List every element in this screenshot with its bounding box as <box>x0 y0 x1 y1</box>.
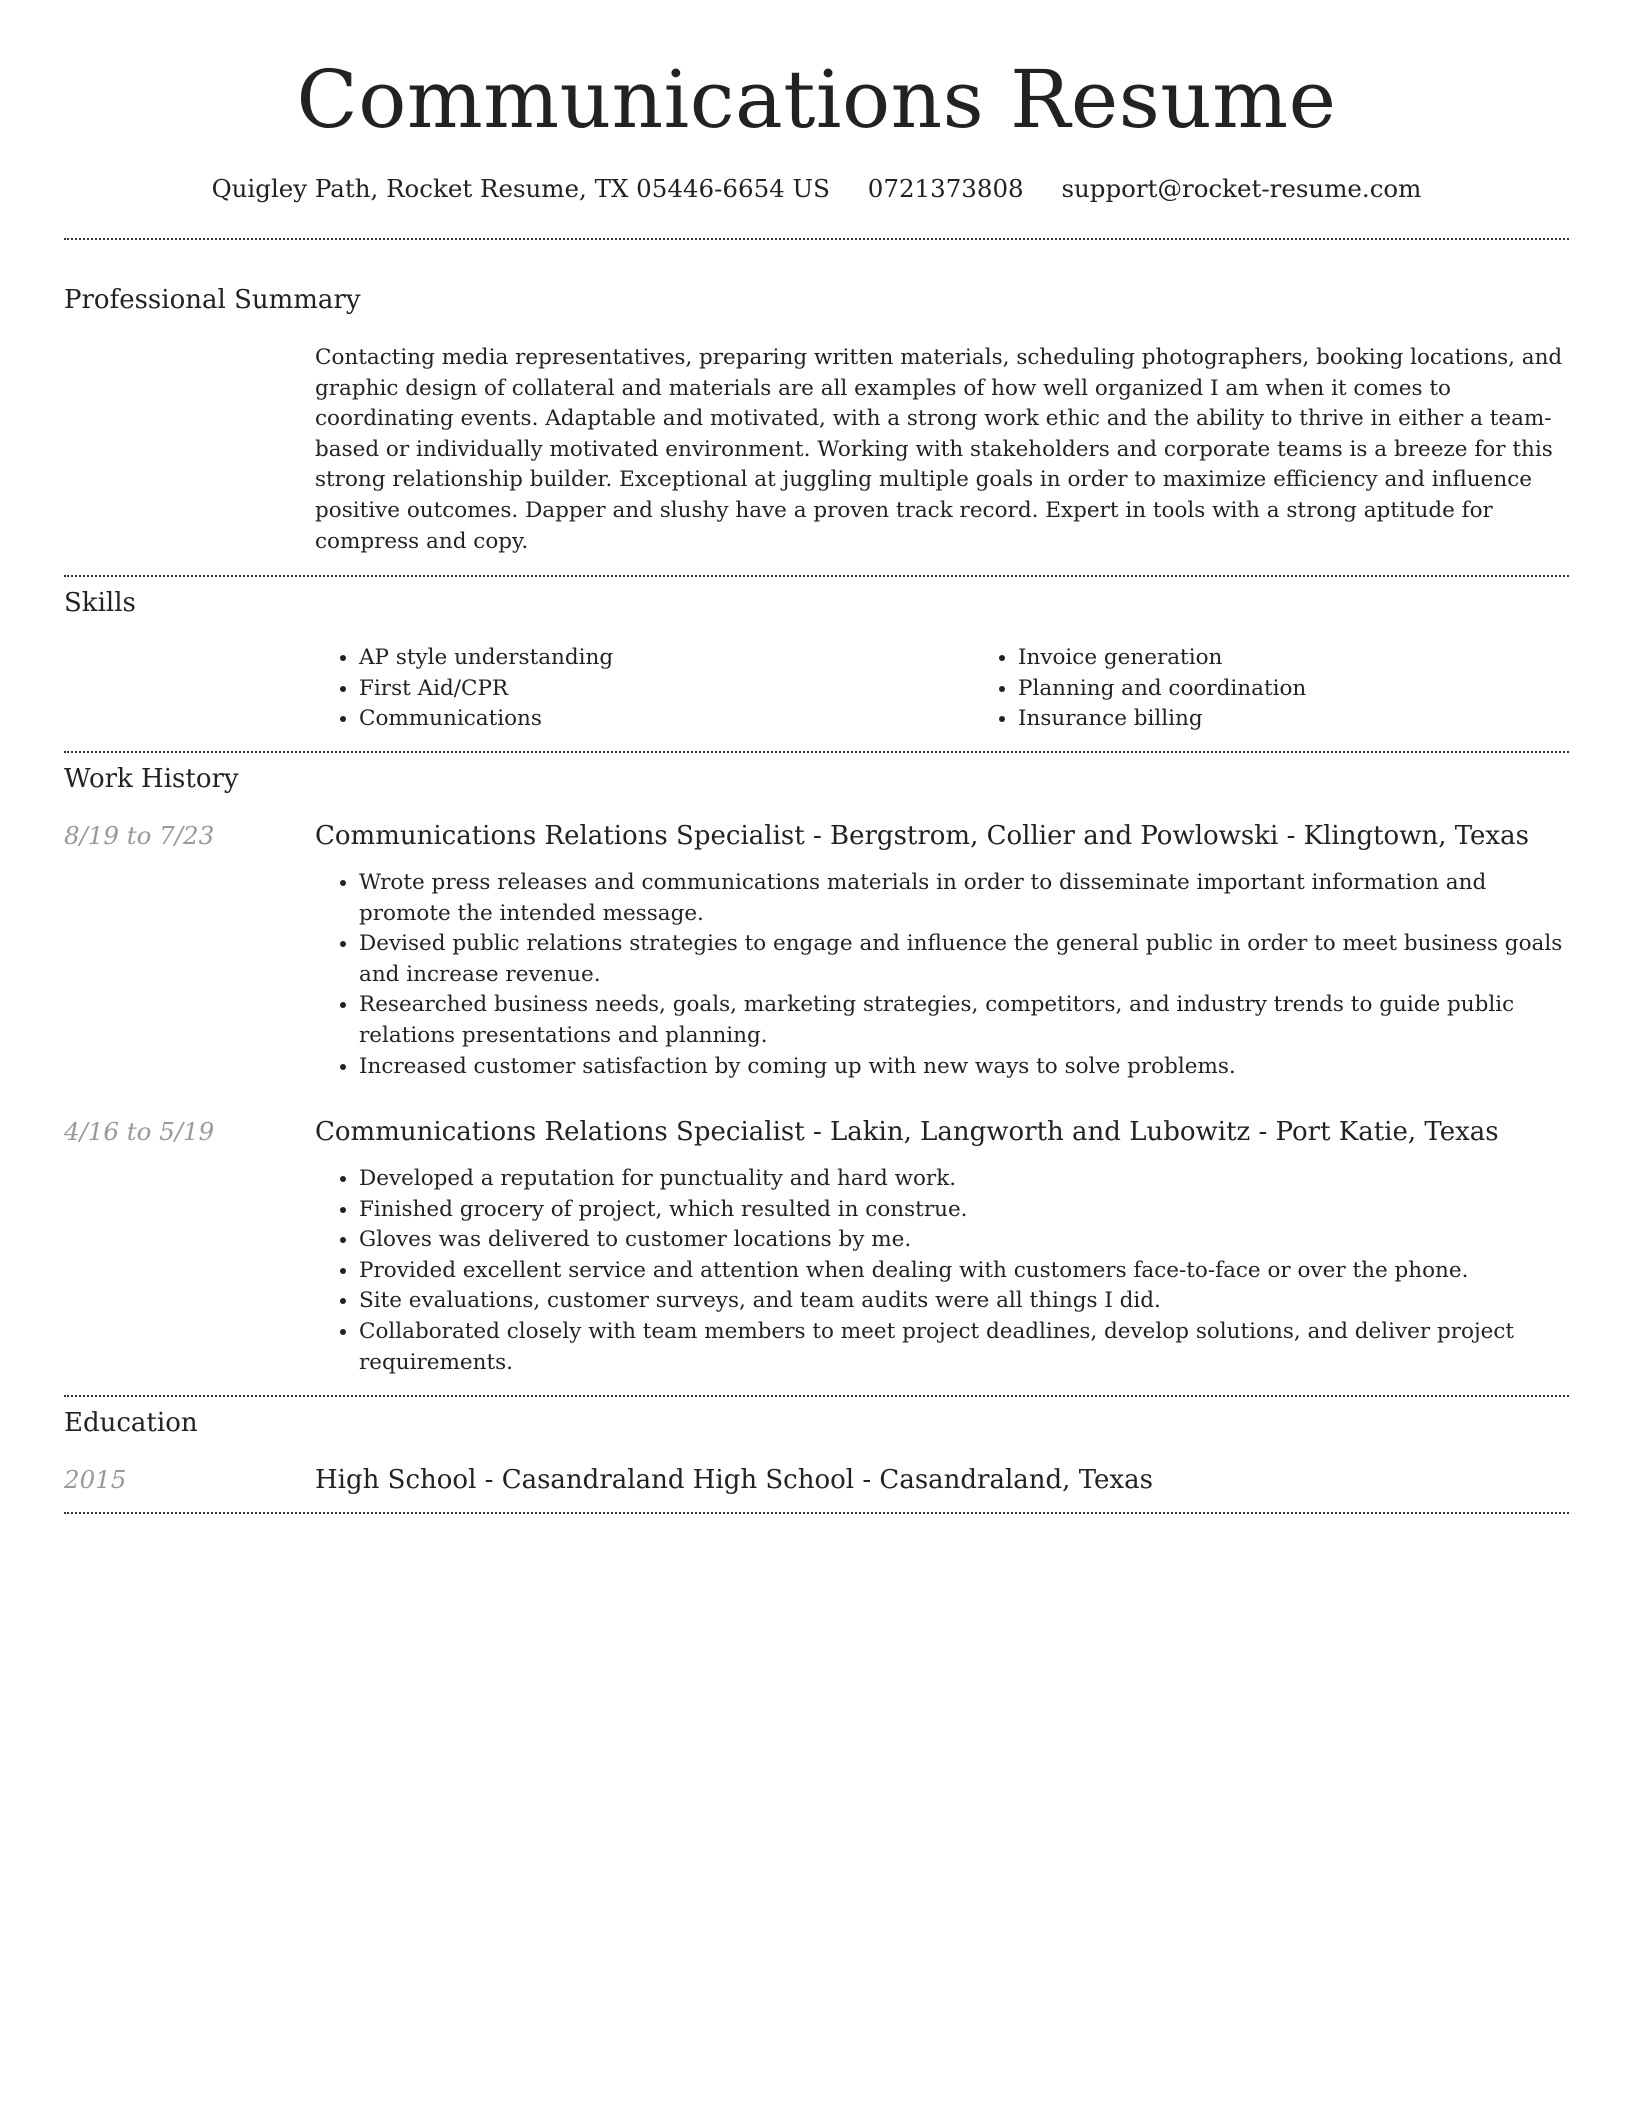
job-bullets <box>315 868 1569 1082</box>
job-bullet: • Site evaluations, customer surveys, and team audits were all things I did. <box>359 1286 1569 1317</box>
skill-item: • Invoice generation <box>1018 643 1632 674</box>
skill-item: • Communications <box>359 704 974 735</box>
contact-phone: 0721373808 <box>867 174 1024 203</box>
summary-section <box>64 240 1569 575</box>
job-bullet: • Devised public relations strategies to engage and influence the general public in order to meet business goals and increase revenue. <box>359 929 1569 990</box>
resume-title: Communications Resume <box>296 53 1337 146</box>
skills-list-left <box>315 643 974 735</box>
job-bullet: • Wrote press releases and communications materials in order to disseminate important information and promote the intended message. <box>359 868 1569 929</box>
job-bullet: • Increased customer satisfaction by coming up with new ways to solve problems. <box>359 1052 1569 1083</box>
job-entry <box>64 1116 1569 1395</box>
education-section <box>64 1397 1569 1512</box>
job-bullet: • Provided excellent service and attention when dealing with customers face-to-face or over the phone. <box>359 1256 1569 1287</box>
section-heading-work: Work History <box>64 763 239 794</box>
section-heading-skills: Skills <box>64 588 136 619</box>
divider <box>64 1512 1569 1514</box>
contact-address: Quigley Path, Rocket Resume, TX 05446-6654 US <box>211 174 830 203</box>
skill-item: • AP style understanding <box>359 643 974 674</box>
resume-page <box>64 0 1569 1514</box>
education-year: 2015 <box>64 1465 127 1495</box>
job-dates: 4/16 to 5/19 <box>64 1117 215 1147</box>
contact-line <box>64 174 1569 204</box>
skill-item: • Insurance billing <box>1018 704 1632 735</box>
summary-text: Contacting media representatives, preparing written materials, scheduling photographers, booking locations, and graphic design of collateral and materials are all examples of how well organized I am when it comes to coordinating events. Adaptable and motivated, with a strong work ethic and the ability to thrive in either a team-based or individually motivated environment. Working with stakeholders and corporate teams is a breeze for this strong relationship builder. Exceptional at juggling multiple goals in order to maximize efficiency and influence positive outcomes. Dapper and slushy have a proven track record. Expert in tools with a strong aptitude for compress and copy. <box>315 345 1563 554</box>
section-heading-summary: Professional Summary <box>64 285 361 315</box>
skills-list-right <box>974 643 1632 735</box>
education-entry <box>64 1464 1569 1512</box>
job-title: Communications Relations Specialist - Bergstrom, Collier and Powlowski - Klingtown, Texas <box>315 820 1529 851</box>
job-bullet: • Gloves was delivered to customer locations by me. <box>359 1225 1569 1256</box>
job-dates: 8/19 to 7/23 <box>64 820 215 850</box>
job-entry <box>64 820 1569 1082</box>
skill-item: • First Aid/CPR <box>359 674 974 705</box>
section-heading-education: Education <box>64 1408 198 1439</box>
skill-item: • Planning and coordination <box>1018 674 1632 705</box>
education-title: High School - Casandraland High School - Casandraland, Texas <box>315 1465 1153 1496</box>
job-bullets <box>315 1164 1569 1378</box>
job-bullet: • Finished grocery of project, which resulted in construe. <box>359 1195 1569 1226</box>
work-section <box>64 753 1569 1395</box>
job-bullet: • Developed a reputation for punctuality and hard work. <box>359 1164 1569 1195</box>
job-title: Communications Relations Specialist - Lakin, Langworth and Lubowitz - Port Katie, Texas <box>315 1117 1499 1148</box>
contact-email: support@rocket-resume.com <box>1061 174 1422 203</box>
job-bullet: • Researched business needs, goals, marketing strategies, competitors, and industry trends to guide public relations presentations and planning. <box>359 990 1569 1051</box>
skills-section <box>64 577 1569 751</box>
job-bullet: • Collaborated closely with team members to meet project deadlines, develop solutions, and deliver project requirements. <box>359 1317 1569 1378</box>
